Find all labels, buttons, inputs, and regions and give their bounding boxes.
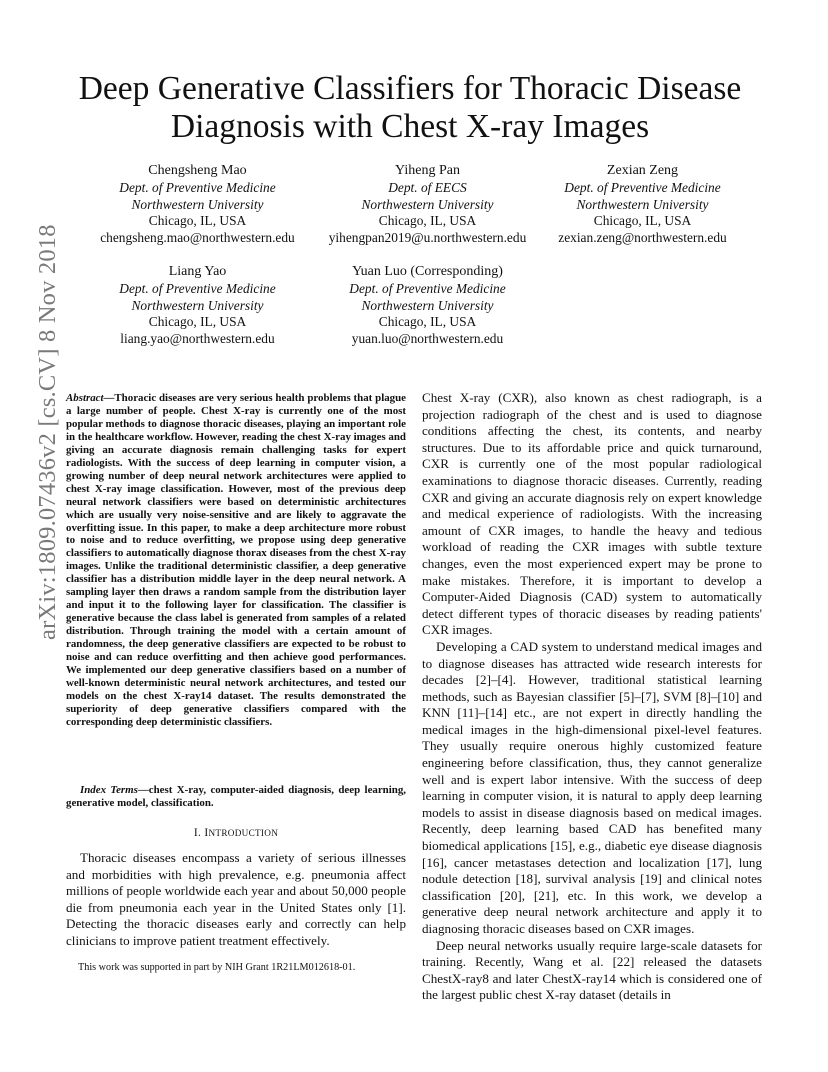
right-column-body xyxy=(422,390,762,1004)
author-dept: Dept. of EECS xyxy=(388,179,467,195)
author-name: Liang Yao xyxy=(168,264,227,279)
author-name: Zexian Zeng xyxy=(606,163,679,178)
paper-title-line-1: Deep Generative Classifiers for Thoracic Disease xyxy=(78,70,742,107)
author-city: Chicago, IL, USA xyxy=(148,314,247,330)
abstract-text: —Thoracic diseases are very serious health problems that plague a large number of people. Chest X-ray is currently one of the most popular methods to diagnose thoracic diseases, playing an important role in the healthcare workflow. However, reading the chest X-ray images and giving an accurate diagnosis remain challenging tasks for expert radiologists. With the success of deep learning in computer vision, a growing number of deep neural network architectures were applied to chest X-ray image classification. However, most of the previous deep neural network classifiers were based on deterministic architectures which are usually very noise-sensitive and are likely to aggravate the overfitting issue. In this paper, to make a deep architecture more robust to noise and to reduce overfitting, we propose using deep generative classifiers to automatically diagnose thorax diseases from the chest X-ray images. Unlike the traditional deterministic classifier, a deep generative classifier has a distribution middle layer in the deep neural network. A sampling layer then draws a random sample from the distribution layer and input it to the following layer for classification. The classifier is generative because the class label is generated from samples of a related distribution. Through training the model with a certain amount of randomness, the deep generative classifiers are expected to be robust to noise and can reduce overfitting and then achieve good performances. We implemented our deep generative classifiers based on a number of well-known deterministic neural network architectures, and tested our models on the chest X-ray14 dataset. The results demonstrated the superiority of deep generative classifiers compared with the corresponding deep deterministic classifiers. xyxy=(66,392,406,728)
author-university: Northwestern University xyxy=(361,196,494,212)
section-heading-introduction xyxy=(66,827,406,839)
author-block xyxy=(320,163,535,247)
author-email: yuan.luo@northwestern.edu xyxy=(351,331,504,347)
author-email: zexian.zeng@northwestern.edu xyxy=(558,230,727,246)
paper-title xyxy=(40,70,780,146)
intro-paragraph-text: Thoracic diseases encompass a variety of serious illnesses and morbidities with high prevalence, e.g. pneumonia affect millions of people worldwide each year and about 50,000 people die from pneumonia each year in the United States only [1]. Detecting the thoracic diseases early and correctly can help clinicians to improve patient treatment effectively. xyxy=(66,850,406,948)
author-university: Northwestern University xyxy=(576,196,709,212)
footnote-text: This work was supported in part by NIH Grant 1R21LM012618-01. xyxy=(78,962,356,973)
author-dept: Dept. of Preventive Medicine xyxy=(119,179,276,195)
author-email: yihengpan2019@u.northwestern.edu xyxy=(328,230,527,246)
author-university: Northwestern University xyxy=(361,297,494,313)
author-dept: Dept. of Preventive Medicine xyxy=(119,280,276,296)
author-dept: Dept. of Preventive Medicine xyxy=(564,179,721,195)
author-university: Northwestern University xyxy=(131,297,264,313)
author-university: Northwestern University xyxy=(131,196,264,212)
author-block xyxy=(90,264,305,348)
author-block xyxy=(320,264,535,348)
abstract xyxy=(66,392,406,729)
index-terms xyxy=(66,784,406,810)
abstract-label: Abstract xyxy=(66,392,104,404)
author-city: Chicago, IL, USA xyxy=(148,213,247,229)
author-name: Yuan Luo (Corresponding) xyxy=(352,264,503,279)
author-block xyxy=(90,163,305,247)
arxiv-identifier: arXiv:1809.07436v2 [cs.CV] 8 Nov 2018 xyxy=(34,224,61,640)
index-terms-label: Index Terms xyxy=(80,784,138,796)
section-title-initial: I xyxy=(204,827,209,839)
section-title-small-caps: NTRODUCTION xyxy=(208,828,279,838)
author-city: Chicago, IL, USA xyxy=(593,213,692,229)
author-name: Yiheng Pan xyxy=(395,163,460,178)
index-terms-text: —chest X-ray, computer-aided diagnosis, deep learning, generative model, classification. xyxy=(66,784,406,809)
section-numeral: I. xyxy=(193,827,205,839)
body-paragraph: Developing a CAD system to understand medical images and to diagnose diseases has attracted wide research interests for decades [2]–[4]. However, traditional statistical learning methods, such as Bayesian classifier [5]–[7], SVM [8]–[10] and KNN [11]–[14] etc., are not expert in directly handling the medical images in the high-dimensional pixel-level features. They usually require onerous highly customized feature engineering before classification, thus, they cannot generalize well and is expert labor intensive. With the success of deep learning in computer vision, it is natural to apply deep learning models to assist in disease diagnosis based on medical images. Recently, deep learning based CAD has benefited many biomedical applications [15], e.g., diabetic eye disease diagnosis [16], cancer metastases detection and localization [17], lung nodule detection [18], survival analysis [19] and clinical notes classification [20], [21], etc. In this work, we develop a generative deep neural network architecture and apply it to diagnosing thoracic diseases based on CXR images. xyxy=(422,638,762,936)
author-name: Chengsheng Mao xyxy=(148,163,247,178)
author-block xyxy=(535,163,750,247)
author-city: Chicago, IL, USA xyxy=(378,314,477,330)
funding-footnote xyxy=(78,961,408,974)
intro-paragraph xyxy=(66,850,406,950)
body-paragraph: Deep neural networks usually require large-scale datasets for training. Recently, Wang et al. [22] released the datasets ChestX-ray8 and later ChestX-ray14 which is considered one of the largest public chest X-ray dataset (details in xyxy=(422,937,762,1003)
paper-title-line-2: Diagnosis with Chest X-ray Images xyxy=(170,108,650,145)
author-email: chengsheng.mao@northwestern.edu xyxy=(100,230,295,246)
body-paragraph: Chest X-ray (CXR), also known as chest radiograph, is a projection radiograph of the chest and is used to diagnose conditions affecting the chest, its contents, and nearby structures. Due to its affordable price and quick turnaround, CXR is currently one of the most popular radiological examinations to diagnose thoracic diseases. Currently, reading CXR and giving an accurate diagnosis rely on expert knowledge and medical experience of radiologists. With the increasing amount of CXR images, to handle the heavy and tedious workload of reading the CXR images with subtle texture changes, even the most experienced expert may be prone to make mistakes. Therefore, it is important to develop a Computer-Aided Diagnosis (CAD) system to automatically detect different types of thoracic diseases by reading patients' CXR images. xyxy=(422,390,762,638)
author-city: Chicago, IL, USA xyxy=(378,213,477,229)
author-email: liang.yao@northwestern.edu xyxy=(120,331,275,347)
author-dept: Dept. of Preventive Medicine xyxy=(349,280,506,296)
